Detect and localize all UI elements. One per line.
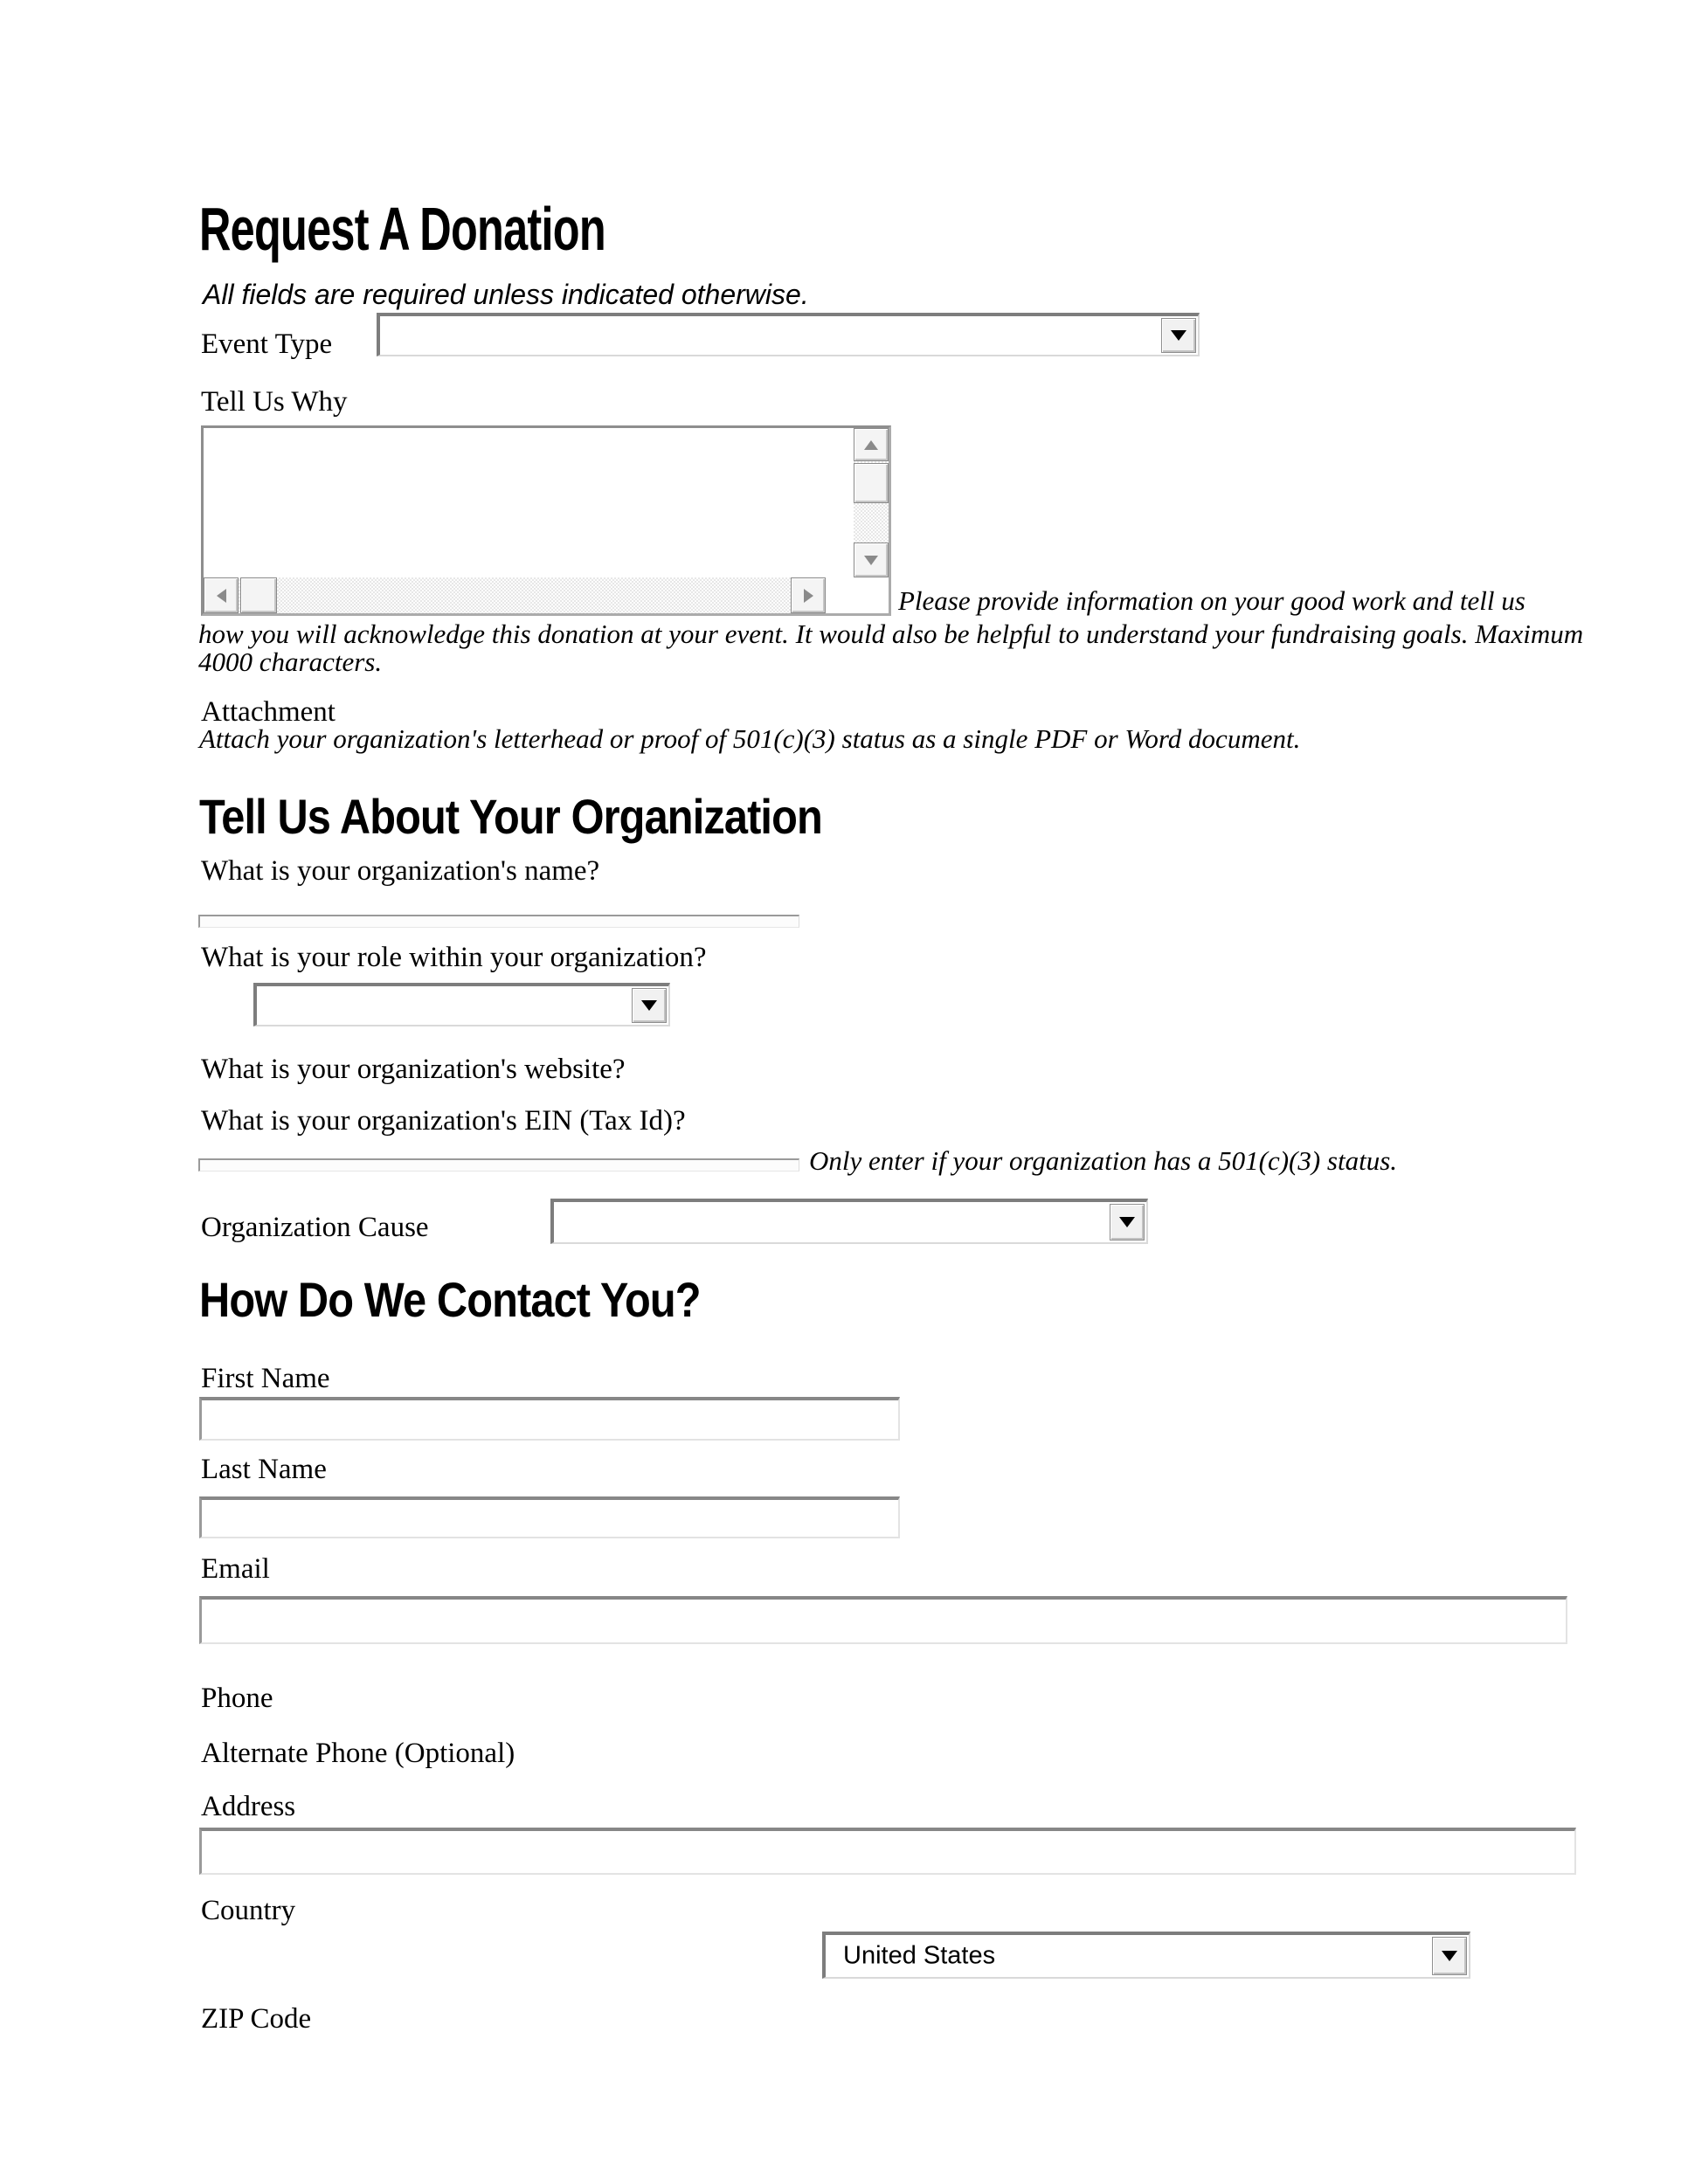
org-ein-note: Only enter if your organization has a 501(c)(3) status. <box>809 1145 1398 1176</box>
org-cause-select[interactable] <box>550 1199 1148 1244</box>
org-ein-label: What is your organization's EIN (Tax Id)? <box>201 1105 686 1137</box>
chevron-down-icon <box>1119 1217 1135 1227</box>
email-label: Email <box>201 1553 270 1585</box>
scroll-down-button[interactable] <box>854 543 889 577</box>
org-cause-label: Organization Cause <box>201 1212 429 1243</box>
phone-label: Phone <box>201 1683 273 1714</box>
scroll-up-button[interactable] <box>854 428 889 461</box>
first-name-input[interactable] <box>199 1397 900 1441</box>
chevron-down-icon <box>1442 1951 1457 1961</box>
event-type-dropdown-button[interactable] <box>1161 318 1196 353</box>
chevron-down-icon <box>641 1000 657 1011</box>
chevron-down-icon <box>1171 330 1186 341</box>
last-name-input[interactable] <box>199 1496 900 1538</box>
last-name-label: Last Name <box>201 1454 327 1485</box>
vertical-scrollbar[interactable] <box>854 428 889 577</box>
org-ein-input[interactable] <box>198 1158 799 1171</box>
first-name-label: First Name <box>201 1363 330 1394</box>
tell-us-why-note-line2: how you will acknowledge this donation at your event. It would also be helpful to understand your fundraising goals. Maximum <box>198 619 1584 649</box>
section-title-organization: Tell Us About Your Organization <box>199 789 822 844</box>
tell-us-why-textarea[interactable] <box>201 425 891 616</box>
country-value: United States <box>843 1941 996 1970</box>
tell-us-why-note-line3: 4000 characters. <box>198 646 383 677</box>
org-cause-dropdown-button[interactable] <box>1110 1204 1145 1241</box>
arrow-right-icon <box>804 589 813 603</box>
email-input[interactable] <box>199 1596 1567 1644</box>
scroll-left-button[interactable] <box>204 577 239 613</box>
attachment-label: Attachment <box>201 696 336 728</box>
org-website-label: What is your organization's website? <box>201 1054 626 1085</box>
org-role-select[interactable] <box>253 983 670 1026</box>
tell-us-why-label: Tell Us Why <box>201 386 348 418</box>
arrow-up-icon <box>864 440 878 450</box>
attachment-note: Attach your organization's letterhead or proof of 501(c)(3) status as a single PDF or Word document. <box>199 723 1301 754</box>
intro-note: All fields are required unless indicated otherwise. <box>203 279 809 310</box>
country-label: Country <box>201 1895 296 1926</box>
org-name-input[interactable] <box>198 915 799 928</box>
scroll-right-button[interactable] <box>791 577 826 613</box>
zip-code-label: ZIP Code <box>201 2003 312 2035</box>
country-select[interactable] <box>822 1932 1470 1979</box>
vertical-scrollbar-thumb[interactable] <box>854 463 889 503</box>
tell-us-why-note-line1: Please provide information on your good work and tell us <box>898 585 1525 616</box>
event-type-label: Event Type <box>201 328 333 360</box>
arrow-down-icon <box>864 556 878 565</box>
horizontal-scrollbar-thumb[interactable] <box>240 577 277 613</box>
section-title-contact: How Do We Contact You? <box>199 1272 701 1327</box>
address-label: Address <box>201 1791 296 1822</box>
page-title: Request A Donation <box>199 195 605 263</box>
arrow-left-icon <box>217 589 226 603</box>
address-input[interactable] <box>199 1828 1576 1875</box>
event-type-select[interactable] <box>377 313 1200 356</box>
horizontal-scrollbar[interactable] <box>204 577 826 613</box>
country-dropdown-button[interactable] <box>1432 1937 1467 1975</box>
org-role-dropdown-button[interactable] <box>632 988 667 1023</box>
org-name-label: What is your organization's name? <box>201 855 600 887</box>
alternate-phone-label: Alternate Phone (Optional) <box>201 1738 515 1769</box>
org-role-label: What is your role within your organization? <box>201 942 707 973</box>
